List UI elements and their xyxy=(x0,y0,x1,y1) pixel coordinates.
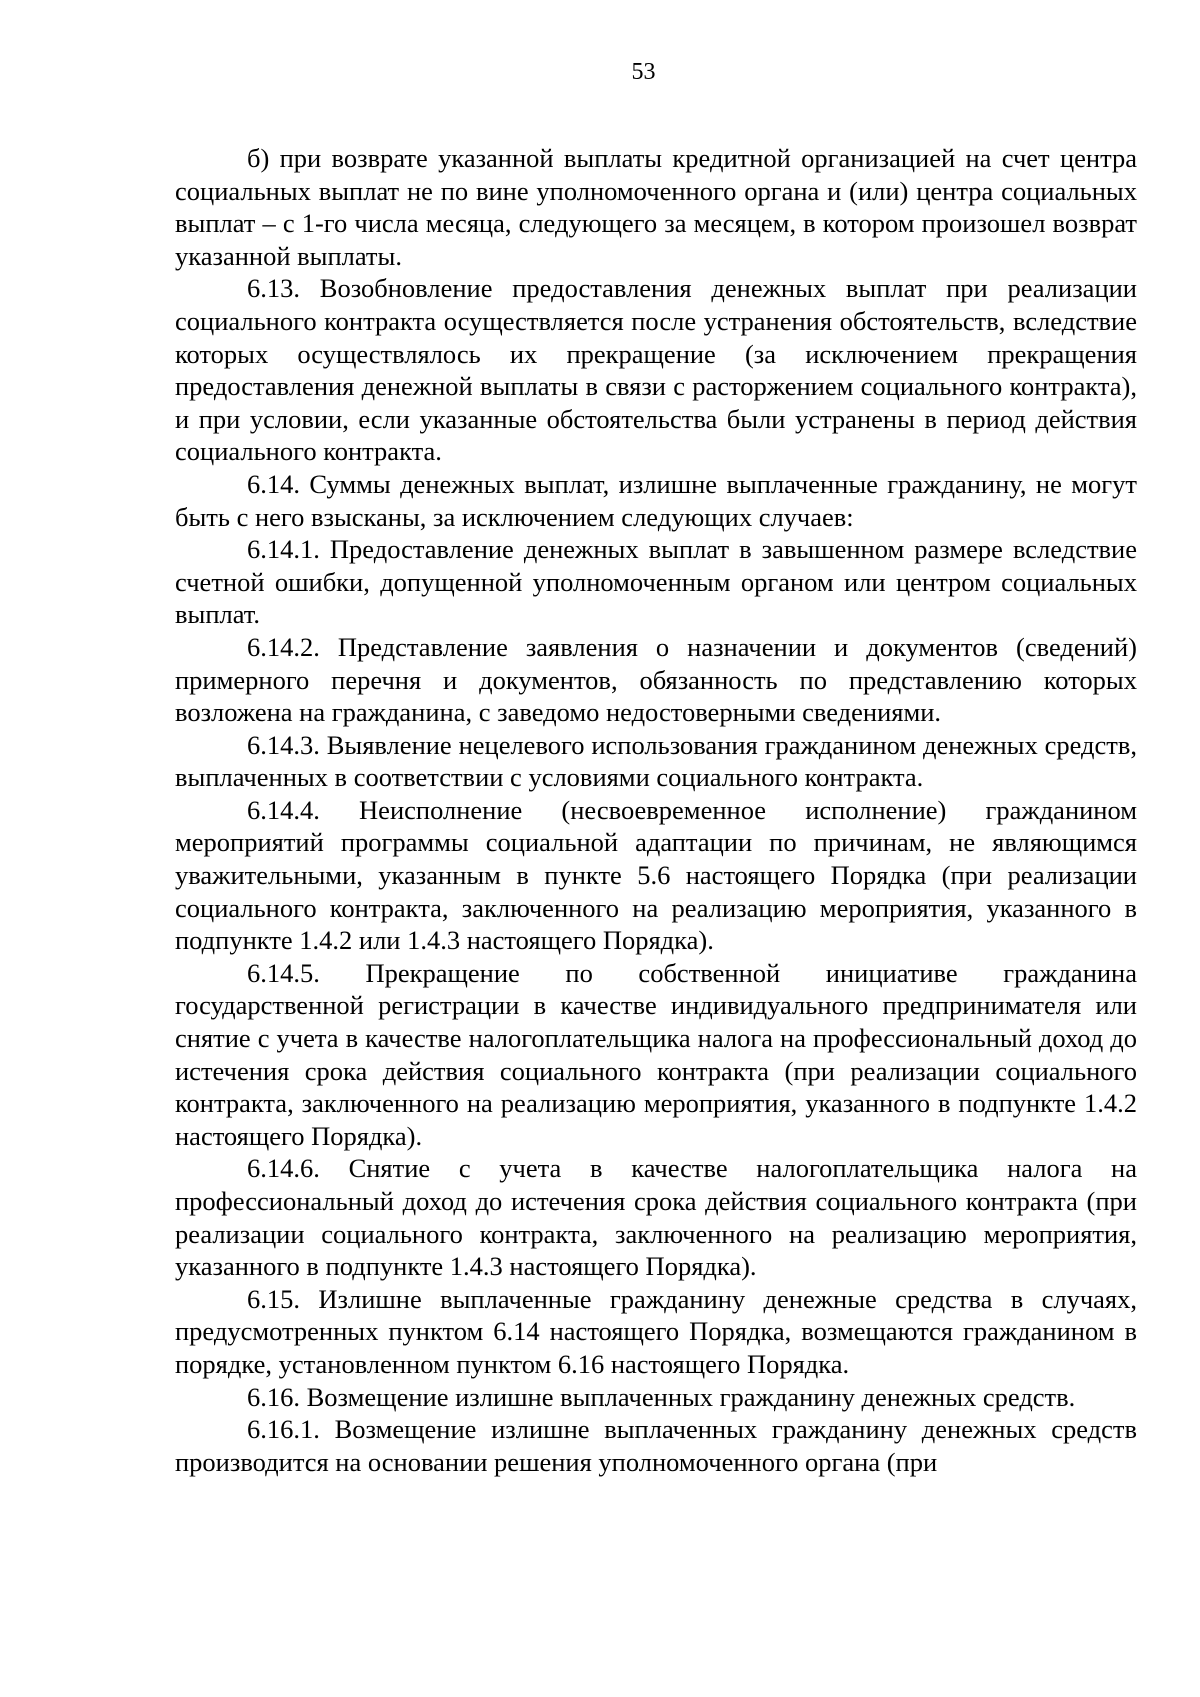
page-number: 53 xyxy=(631,59,656,85)
paragraph-6-14-3: 6.14.3. Выявление нецелевого использования гражданином денежных средств, выплаченных в соответствии с условиями социального контракта. xyxy=(175,729,1137,793)
paragraph-6-14-1: 6.14.1. Предоставление денежных выплат в завышенном размере вследствие счетной ошибки, допущенной уполномоченным органом или центром социальных выплат. xyxy=(175,534,1137,630)
document-body xyxy=(175,142,1137,1478)
paragraph-6-14-4: 6.14.4. Неисполнение (несвоевременное исполнение) гражданином мероприятий программы социальной адаптации по причинам, не являющимся уважительными, указанным в пункте 5.6 настоящего Порядка (при реализации социального контракта, заключенного на реализацию мероприятия, указанного в подпункте 1.4.2 или 1.4.3 настоящего Порядка). xyxy=(175,794,1137,956)
paragraph-6-16-1: 6.16.1. Возмещение излишне выплаченных гражданину денежных средств производится на основании решения уполномоченного органа (при xyxy=(175,1414,1137,1477)
paragraph-6-14: 6.14. Суммы денежных выплат, излишне выплаченные гражданину, не могут быть с него взысканы, за исключением следующих случаев: xyxy=(175,468,1137,532)
paragraph-6-14-5: 6.14.5. Прекращение по собственной инициативе гражданина государственной регистрации в качестве индивидуального предпринимателя или снятие с учета в качестве налогоплательщика налога на профессиональный доход до истечения срока действия социального контракта (при реализации социального контракта, заключенного на реализацию мероприятия, указанного в подпункте 1.4.2 настоящего Порядка). xyxy=(175,957,1137,1151)
paragraph-6-13: 6.13. Возобновление предоставления денежных выплат при реализации социального контракта осуществляется после устранения обстоятельств, вследствие которых осуществлялось их прекращение (за исключением прекращения предоставления денежной выплаты в связи с расторжением социального контракта), и при условии, если указанные обстоятельства были устранены в период действия социального контракта. xyxy=(175,273,1137,467)
paragraph-6-14-6: 6.14.6. Снятие с учета в качестве налогоплательщика налога на профессиональный доход до истечения срока действия социального контракта (при реализации социального контракта, заключенного на реализацию мероприятия, указанного в подпункте 1.4.3 настоящего Порядка). xyxy=(175,1153,1137,1282)
paragraph-6-16: 6.16. Возмещение излишне выплаченных гражданину денежных средств. xyxy=(247,1381,1076,1412)
paragraph-b-return: б) при возврате указанной выплаты кредитной организацией на счет центра социальных выплат не по вине уполномоченного органа и (или) центра социальных выплат – с 1-го числа месяца, следующего за месяцем, в котором произошел возврат указанной выплаты. xyxy=(175,143,1137,271)
paragraph-6-14-2: 6.14.2. Представление заявления о назначении и документов (сведений) примерного перечня и документов, обязанность по представлению которых возложена на гражданина, с заведомо недостоверными сведениями. xyxy=(175,631,1137,728)
paragraph-6-15: 6.15. Излишне выплаченные гражданину денежные средства в случаях, предусмотренных пунктом 6.14 настоящего Порядка, возмещаются гражданином в порядке, установленном пунктом 6.16 настоящего Порядка. xyxy=(175,1283,1137,1379)
